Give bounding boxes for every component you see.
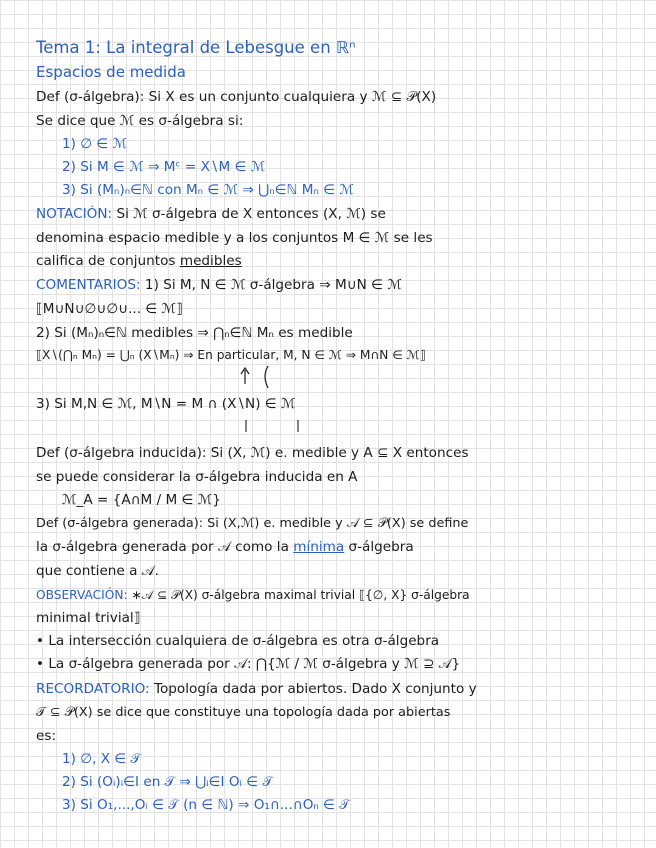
def-label: Def (σ-álgebra):	[36, 89, 149, 105]
text-line	[36, 537, 648, 559]
def-label: Def (σ-álgebra inducida):	[36, 445, 211, 461]
text-line: que contiene a 𝒜.	[36, 563, 159, 579]
comments-label: COMENTARIOS:	[36, 277, 145, 293]
bullet-item: • La σ-álgebra generada por 𝒜: ⋂{ℳ / ℳ σ-álgebra y ℳ ⊇ 𝒜}	[36, 656, 461, 672]
observation-label: OBSERVACIÓN:	[36, 588, 132, 602]
text-line: ⟦X∖(⋂ₙ Mₙ) = ⋃ₙ (X∖Mₙ) ⇒ En particular, M, N ∈ ℳ ⇒ M∩N ∈ ℳ⟧	[36, 348, 426, 362]
def-text: Si X es un conjunto cualquiera y ℳ ⊆ 𝒫(X)	[148, 89, 437, 105]
page-title: Tema 1: La integral de Lebesgue en ℝⁿ	[36, 38, 356, 57]
underlined-term: medibles	[179, 253, 242, 269]
def-sigma-algebra	[36, 87, 648, 109]
text-line: ⟦M∪N∪∅∪∅∪... ∈ ℳ⟧	[36, 301, 183, 317]
text-line: se puede considerar la σ-álgebra inducida en A	[36, 469, 358, 485]
reminder-line	[36, 679, 648, 701]
section-subtitle: Espacios de medida	[36, 63, 186, 81]
text-line: minimal trivial⟧	[36, 610, 141, 626]
text-line: es:	[36, 728, 57, 744]
text-line: ℳ_A = {A∩M / M ∈ ℳ}	[62, 492, 221, 508]
underlined-term: mínima	[293, 539, 345, 555]
bullet-item: • La intersección cualquiera de σ-álgebra es otra σ-álgebra	[36, 633, 440, 649]
def-text: Si (X, ℳ) e. medible y A ⊆ X entonces	[210, 445, 469, 461]
text-line	[36, 251, 648, 273]
text-line: Se dice que ℳ es σ-álgebra si:	[36, 113, 244, 129]
observation-line	[36, 585, 648, 607]
def-generated	[36, 514, 648, 536]
list-item: 3) Si O₁,...,Oᵢ ∈ 𝒯 (n ∈ ℕ) ⇒ O₁∩...∩Oₙ ∈ 𝒯	[62, 797, 350, 813]
comments-text: 1) Si M, N ∈ ℳ σ-álgebra ⇒ M∪N ∈ ℳ	[144, 277, 402, 293]
text-part: σ-álgebra	[344, 539, 414, 555]
text-part: califica de conjuntos	[36, 253, 180, 269]
arrow-mark	[241, 368, 249, 384]
def-text: Si (X,ℳ) e. medible y 𝒜 ⊆ 𝒫(X) se define	[207, 516, 469, 531]
list-item: 1) ∅, X ∈ 𝒯	[62, 751, 141, 767]
list-item: 2) Si M ∈ ℳ ⇒ Mᶜ = X∖M ∈ ℳ	[62, 159, 266, 175]
text-line: 𝒯 ⊆ 𝒫(X) se dice que constituye una topología dada por abiertas	[36, 705, 451, 720]
list-item: 1) ∅ ∈ ℳ	[62, 136, 128, 152]
text-part: la σ-álgebra generada por 𝒜 como la	[36, 539, 294, 555]
text-line: 2) Si (Mₙ)ₙ∈ℕ medibles ⇒ ⋂ₙ∈ℕ Mₙ es medible	[36, 325, 353, 341]
list-item: 3) Si (Mₙ)ₙ∈ℕ con Mₙ ∈ ℳ ⇒ ⋃ₙ∈ℕ Mₙ ∈ ℳ	[62, 182, 354, 198]
text-line: 3) Si M,N ∈ ℳ, M∖N = M ∩ (X∖N) ∈ ℳ	[36, 396, 296, 412]
text-line: denomina espacio medible y a los conjuntos M ∈ ℳ se les	[36, 230, 433, 246]
list-item: 2) Si (Oᵢ)ᵢ∈I en 𝒯 ⇒ ⋃ᵢ∈I Oᵢ ∈ 𝒯	[62, 774, 273, 790]
def-induced	[36, 443, 648, 465]
comments-line	[36, 275, 648, 297]
bracket-mark	[265, 366, 268, 388]
reminder-label: RECORDATORIO:	[36, 681, 154, 697]
observation-text: ∗𝒜 ⊆ 𝒫(X) σ-álgebra maximal trivial ⟦{∅, X} σ-álgebra	[131, 588, 470, 602]
notation-text: Si ℳ σ-álgebra de X entonces (X, ℳ) se	[116, 206, 386, 222]
notation-label: NOTACIÓN:	[36, 206, 117, 222]
def-label: Def (σ-álgebra generada):	[36, 516, 208, 531]
reminder-text: Topología dada por abiertos. Dado X conjunto y	[153, 681, 477, 697]
notation-line	[36, 204, 648, 226]
